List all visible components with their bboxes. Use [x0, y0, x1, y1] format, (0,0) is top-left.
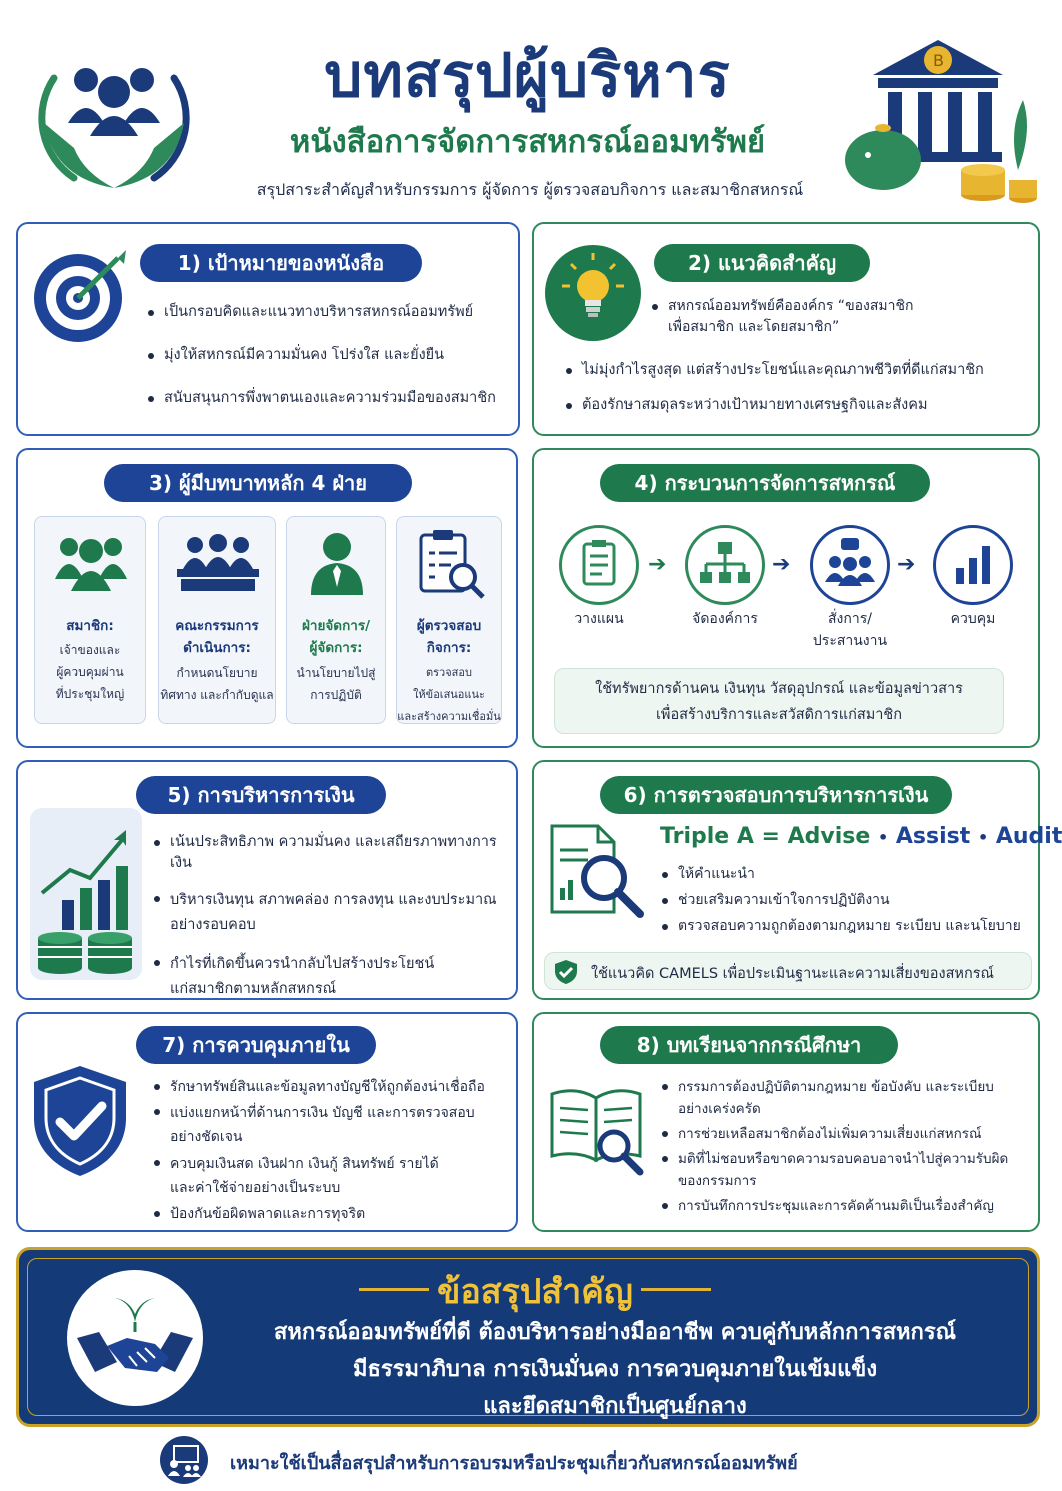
concept-line-1: สหกรณ์ออมทรัพย์คือองค์กร “ของสมาชิก [668, 298, 914, 314]
page-title: บทสรุปผู้บริหาร [324, 41, 731, 111]
section-8-title: 8) บทเรียนจากกรณีศึกษา [600, 1026, 898, 1064]
role-body-line: ตรวจสอบ [426, 666, 472, 679]
list-item: ไม่มุ่งกำไรสูงสุด แต่สร้างประโยชน์และคุณภาพชีวิตที่ดีแก่สมาชิก [564, 360, 1034, 381]
role-body-line: ผู้ควบคุมผ่าน [56, 665, 124, 679]
list-item [660, 1076, 1038, 1120]
role-card-auditor [396, 516, 502, 724]
bank-piggy-coins-icon [838, 20, 1038, 210]
list-item: สนับสนุนการพึ่งพาตนเองและความร่วมมือของสมาชิก [146, 388, 516, 409]
card-financial-audit [532, 760, 1062, 1000]
role-head-line: ผู้ตรวจสอบ [416, 618, 482, 634]
role-body [159, 662, 275, 706]
finance-growth-icon [30, 808, 142, 980]
separator-dot: • [877, 828, 889, 847]
role-body-line: การปฏิบัติ [310, 688, 362, 702]
conclusion-title: ข้อสรุปสำคัญ [437, 1272, 633, 1312]
direct-step-icon [810, 525, 890, 605]
step-label: ควบคุม [950, 611, 996, 627]
role-head: สมาชิก: [66, 618, 114, 634]
role-head-line: คณะกรรมการ [175, 618, 259, 634]
card-financial-management [16, 760, 518, 1000]
assist-label: Assist [895, 824, 971, 849]
members-icon [53, 531, 129, 597]
role-head-line: ดำเนินการ: [183, 640, 251, 656]
step-label-line: สั่งการ/ [828, 611, 872, 627]
card-goals [16, 222, 520, 436]
lightbulb-icon [544, 244, 642, 346]
open-book-search-icon [548, 1080, 648, 1184]
section-5-title: 5) การบริหารการเงิน [136, 776, 386, 814]
conclusion-line: และยึดสมาชิกเป็นศูนย์กลาง [483, 1394, 747, 1419]
page-subtitle: หนังสือการจัดการสหกรณ์ออมทรัพย์ [289, 124, 766, 160]
step-label [795, 608, 905, 652]
list-item-line: แก่สมาชิกตามหลักสหกรณ์ [170, 981, 337, 997]
section-2-title: 2) แนวคิดสำคัญ [654, 244, 870, 282]
triple-a-heading [660, 824, 1062, 849]
list-item: ตรวจสอบความถูกต้องตามกฎหมาย ระเบียบ และนโยบาย [660, 916, 1036, 937]
step-label: วางแผน [574, 611, 624, 627]
handshake-sprout-icon [67, 1270, 203, 1406]
list-item [660, 1148, 1038, 1192]
card-internal-control [16, 1012, 518, 1232]
page-tagline: สรุปสาระสำคัญสำหรับกรรมการ ผู้จัดการ ผู้ตรวจสอบกิจการ และสมาชิกสหกรณ์ [256, 180, 804, 199]
list-item: เน้นประสิทธิภาพ ความมั่นคง และเสถียรภาพทางการเงิน [152, 832, 518, 874]
role-head-line: ผู้จัดการ: [309, 640, 363, 656]
advise-label: Advise [787, 824, 871, 849]
camels-note [544, 952, 1032, 990]
role-body-line: ที่ประชุมใหญ่ [55, 687, 125, 701]
list-item-line: อย่างชัดเจน [170, 1129, 243, 1145]
list-item [152, 1152, 518, 1200]
list-item-line: กรรมการต้องปฏิบัติตามกฎหมาย ข้อบังคับ และระเบียบ [678, 1079, 994, 1095]
role-card-members [34, 516, 146, 724]
step-label: จัดองค์การ [692, 611, 758, 627]
card-key-concepts [532, 222, 1040, 436]
list-item: การช่วยเหลือสมาชิกต้องไม่เพิ่มความเสี่ยงแก่สหกรณ์ [660, 1123, 1038, 1145]
role-body [35, 639, 145, 705]
arrow-right-icon: ➔ [648, 552, 667, 577]
role-card-manager [286, 516, 386, 724]
conclusion-line: สหกรณ์ออมทรัพย์ที่ดี ต้องบริหารอย่างมืออาชีพ ควบคู่กับหลักการสหกรณ์ [273, 1320, 957, 1345]
board-meeting-icon [175, 531, 261, 597]
role-body-line: ทิศทาง และกำกับดูแล [160, 688, 274, 702]
role-body [397, 662, 501, 728]
list-item-line: และค่าใช้จ่ายอย่างเป็นระบบ [170, 1180, 341, 1196]
document-search-icon [548, 822, 648, 926]
conclusion-text [215, 1314, 1015, 1425]
divider [359, 1288, 429, 1291]
camels-text: ใช้แนวคิด CAMELS เพื่อประเมินฐานะและความเสี่ยงของสหกรณ์ [591, 966, 994, 982]
concept-line-2: เพื่อสมาชิก และโดยสมาชิก” [668, 319, 840, 335]
list-item: รักษาทรัพย์สินและข้อมูลทางบัญชีให้ถูกต้องน่าเชื่อถือ [152, 1076, 518, 1098]
section-3-title: 3) ผู้มีบทบาทหลัก 4 ฝ่าย [104, 464, 412, 502]
list-item: การบันทึกการประชุมและการคัดค้านมติเป็นเรื่องสำคัญ [660, 1195, 1038, 1217]
list-item: ป้องกันข้อผิดพลาดและการทุจริต [152, 1203, 518, 1225]
list-item [650, 296, 1030, 338]
section-4-title: 4) กระบวนการจัดการสหกรณ์ [600, 464, 930, 502]
presentation-icon [160, 1436, 208, 1484]
role-body-line: เจ้าของและ [59, 643, 121, 657]
list-item-line: กำไรที่เกิดขึ้นควรนำกลับไปสร้างประโยชน์ [170, 956, 435, 972]
arrow-right-icon: ➔ [897, 552, 916, 577]
separator-dot: • [977, 828, 989, 847]
list-item-line: อย่างรอบคอบ [170, 917, 256, 933]
shield-check-icon [553, 959, 579, 989]
list-item: ให้คำแนะนำ [660, 864, 1036, 885]
role-body-line: ให้ข้อเสนอแนะ [413, 688, 485, 701]
list-item: เป็นกรอบคิดและแนวทางบริหารสหกรณ์ออมทรัพย์ [146, 302, 516, 323]
list-item-line: แบ่งแยกหน้าที่ด้านการเงิน บัญชี และการตรวจสอบ [170, 1105, 475, 1121]
role-body-line: กำหนดนโยบาย [176, 666, 258, 680]
process-note [554, 668, 1004, 734]
control-step-icon [933, 525, 1013, 605]
process-note-line: ใช้ทรัพยากรด้านคน เงินทุน วัสดุอุปกรณ์ และข้อมูลข่าวสาร [595, 681, 963, 697]
clipboard-search-icon [417, 527, 487, 603]
list-item-line: ของกรรมการ [678, 1173, 757, 1189]
section-7-title: 7) การควบคุมภายใน [136, 1026, 376, 1064]
conclusion-banner [16, 1247, 1040, 1427]
step-label-line: ประสานงาน [812, 633, 888, 649]
card-case-lessons [532, 1012, 1040, 1232]
footer-text: เหมาะใช้เป็นสื่อสรุปสำหรับการอบรมหรือประชุมเกี่ยวกับสหกรณ์ออมทรัพย์ [230, 1453, 798, 1474]
list-item: มุ่งให้สหกรณ์มีความมั่นคง โปร่งใส และยั่งยืน [146, 345, 516, 366]
list-item [152, 888, 518, 938]
role-body [287, 662, 385, 706]
list-item-line: อย่างเคร่งครัด [678, 1101, 761, 1117]
manager-icon [309, 529, 365, 599]
svg-text:B: B [933, 51, 944, 70]
audit-label: Audit [995, 824, 1062, 849]
shield-check-icon [28, 1062, 132, 1184]
arrow-right-icon: ➔ [772, 552, 791, 577]
role-head-line: กิจการ: [426, 640, 472, 656]
role-body-line: และสร้างความเชื่อมั่น [397, 710, 501, 723]
divider [641, 1288, 711, 1291]
list-item: ช่วยเสริมความเข้าใจการปฏิบัติงาน [660, 890, 1036, 911]
people-in-hands-icon [34, 28, 194, 203]
process-note-line: เพื่อสร้างบริการและสวัสดิการแก่สมาชิก [655, 707, 903, 723]
role-card-board [158, 516, 276, 724]
section-6-title: 6) การตรวจสอบการบริหารการเงิน [600, 776, 952, 814]
list-item [152, 1101, 518, 1149]
list-item-line: บริหารเงินทุน สภาพคล่อง การลงทุน และงบประมาณ [170, 892, 497, 908]
section-1-title: 1) เป้าหมายของหนังสือ [140, 244, 422, 282]
organize-step-icon [685, 525, 765, 605]
list-item-line: ควบคุมเงินสด เงินฝาก เงินกู้ สินทรัพย์ รายได้ [170, 1156, 439, 1172]
target-icon [30, 246, 130, 350]
role-head [397, 615, 501, 659]
plan-step-icon [559, 525, 639, 605]
role-head-line: ฝ่ายจัดการ/ [301, 618, 370, 634]
list-item [152, 952, 518, 1002]
triple-a-label: Triple A = [660, 824, 788, 849]
role-head [159, 615, 275, 659]
list-item-line: มติที่ไม่ชอบหรือขาดความรอบคอบอาจนำไปสู่ความรับผิด [678, 1151, 1009, 1167]
conclusion-line: มีธรรมาภิบาล การเงินมั่นคง การควบคุมภายในเข้มแข็ง [352, 1357, 878, 1382]
role-head [287, 615, 385, 659]
list-item: ต้องรักษาสมดุลระหว่างเป้าหมายทางเศรษฐกิจและสังคม [564, 395, 1034, 416]
role-body-line: นำนโยบายไปสู่ [296, 666, 376, 680]
